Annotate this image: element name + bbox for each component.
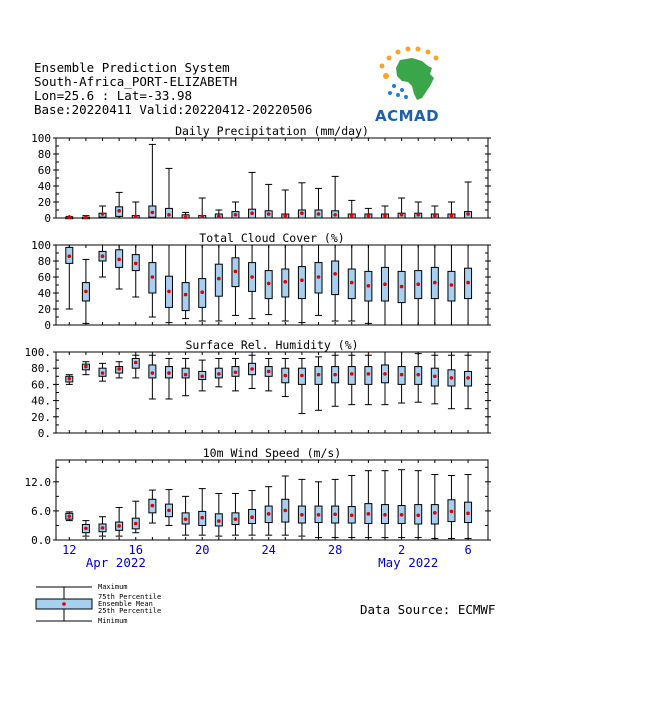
logo-text: ACMAD: [375, 107, 440, 125]
title-line-4: Base:20220411 Valid:20220412-20220506: [34, 102, 313, 117]
panel-title: Surface Rel. Humidity (%): [185, 338, 359, 352]
mean-marker: [67, 377, 71, 381]
x-tick-label: 16: [128, 543, 143, 557]
mean-marker: [151, 504, 155, 508]
mean-marker: [84, 215, 88, 219]
y-tick-label: 80: [37, 148, 51, 161]
mean-marker: [283, 214, 287, 218]
mean-marker: [416, 213, 420, 217]
mean-marker: [151, 211, 155, 215]
mean-marker: [416, 513, 420, 517]
mean-marker: [67, 514, 71, 518]
mean-marker: [134, 215, 138, 219]
y-tick-label: 80.: [31, 362, 51, 376]
x-tick-label: 24: [261, 543, 276, 557]
mean-marker: [217, 372, 221, 376]
mean-marker: [367, 284, 371, 288]
mean-marker: [184, 517, 188, 521]
y-tick-label: 0: [44, 212, 51, 225]
mean-marker: [383, 214, 387, 218]
mean-marker: [383, 372, 387, 376]
mean-marker: [267, 212, 271, 216]
mean-marker: [367, 372, 371, 376]
x-tick-label: 20: [194, 543, 210, 557]
mean-marker: [466, 512, 470, 516]
mean-marker: [200, 375, 204, 379]
mean-marker: [200, 290, 204, 294]
mean-marker: [234, 270, 238, 274]
y-tick-label: 60.: [31, 378, 51, 392]
y-tick-label: 40.: [31, 394, 51, 408]
y-tick-label: 12.0: [24, 475, 51, 489]
mean-marker: [400, 373, 404, 377]
mean-marker: [367, 512, 371, 516]
mean-marker: [450, 510, 454, 514]
mean-marker: [283, 280, 287, 284]
plot-frame: [56, 352, 488, 433]
mean-marker: [184, 215, 188, 219]
panel-2: [31, 231, 491, 332]
y-tick-label: 20: [37, 196, 51, 209]
legend-p25: 25th Percentile: [98, 607, 162, 615]
mean-marker: [383, 282, 387, 286]
month-label: Apr 2022: [85, 555, 146, 570]
y-tick-label: 20.: [31, 410, 51, 424]
mean-marker: [101, 526, 105, 530]
y-tick-label: 40: [37, 180, 51, 193]
mean-marker: [400, 213, 404, 217]
mean-marker: [117, 209, 121, 213]
data-source: Data Source: ECMWF: [360, 602, 496, 617]
mean-marker: [250, 367, 254, 371]
mean-marker: [200, 516, 204, 520]
mean-marker: [250, 515, 254, 519]
mean-marker: [117, 367, 121, 371]
mean-marker: [433, 281, 437, 285]
mean-marker: [84, 527, 88, 531]
mean-marker: [184, 293, 188, 297]
mean-marker: [117, 524, 121, 528]
mean-marker: [350, 513, 354, 517]
mean-marker: [300, 278, 304, 282]
x-tick-label: 28: [327, 543, 343, 557]
y-tick-label: 60: [37, 164, 51, 177]
legend-mean-marker: [62, 602, 66, 606]
mean-marker: [101, 371, 105, 375]
legend-mean: Ensemble Mean: [98, 600, 153, 608]
panel-title: 10m Wind Speed (m/s): [202, 446, 342, 460]
box-iqr: [298, 267, 305, 299]
y-tick-label: 0.: [37, 427, 51, 440]
mean-marker: [433, 511, 437, 515]
mean-marker: [317, 373, 321, 377]
mean-marker: [117, 258, 121, 262]
mean-marker: [367, 214, 371, 218]
legend-graphic: [36, 587, 92, 621]
box-iqr: [182, 283, 189, 311]
mean-marker: [333, 272, 337, 276]
mean-marker: [217, 519, 221, 523]
mean-marker: [450, 376, 454, 380]
box-iqr: [332, 261, 339, 295]
panel-1: [31, 124, 491, 225]
x-tick-label: 6: [464, 543, 472, 557]
mean-marker: [466, 376, 470, 380]
mean-marker: [450, 283, 454, 287]
legend-minimum: Minimum: [98, 617, 128, 625]
mean-marker: [234, 213, 238, 217]
y-tick-label: 40: [37, 287, 51, 300]
y-tick-label: 100: [31, 132, 51, 145]
mean-marker: [167, 371, 171, 375]
mean-marker: [134, 361, 138, 365]
mean-marker: [283, 374, 287, 378]
y-tick-label: 100.: [24, 346, 51, 359]
y-tick-label: 0: [44, 319, 51, 332]
mean-marker: [333, 213, 337, 217]
x-tick-label: 12: [62, 543, 77, 557]
mean-marker: [217, 277, 221, 281]
panel-4: [25, 446, 492, 547]
mean-marker: [267, 370, 271, 374]
mean-marker: [250, 275, 254, 279]
mean-marker: [433, 375, 437, 379]
mean-marker: [134, 262, 138, 266]
mean-marker: [400, 513, 404, 517]
plot-frame: [56, 138, 488, 218]
month-label: May 2022: [378, 555, 439, 570]
y-tick-label: 20: [37, 303, 51, 316]
title-line-3: Lon=25.6 : Lat=-33.98: [34, 88, 193, 103]
mean-marker: [433, 214, 437, 218]
y-tick-label: 0.0: [31, 534, 51, 547]
mean-marker: [383, 513, 387, 517]
mean-marker: [267, 512, 271, 516]
title-line-1: Ensemble Prediction System: [34, 60, 230, 75]
panel-3: [25, 338, 492, 440]
mean-marker: [217, 215, 221, 219]
mean-marker: [234, 517, 238, 521]
mean-marker: [151, 371, 155, 375]
y-tick-label: 60: [37, 271, 51, 284]
mean-marker: [317, 212, 321, 216]
mean-marker: [416, 373, 420, 377]
mean-marker: [167, 290, 171, 294]
mean-marker: [151, 275, 155, 279]
mean-marker: [67, 215, 71, 219]
y-tick-label: 6.0: [31, 504, 51, 518]
mean-marker: [333, 373, 337, 377]
mean-marker: [350, 372, 354, 376]
mean-marker: [466, 212, 470, 216]
mean-marker: [134, 522, 138, 526]
mean-marker: [450, 214, 454, 218]
mean-marker: [317, 275, 321, 279]
mean-marker: [101, 212, 105, 216]
mean-marker: [234, 370, 238, 374]
mean-marker: [167, 213, 171, 217]
panel-title: Daily Precipitation (mm/day): [175, 124, 369, 138]
y-tick-label: 100: [31, 239, 51, 252]
mean-marker: [400, 285, 404, 289]
mean-marker: [350, 214, 354, 218]
legend-maximum: Maximum: [98, 583, 128, 591]
mean-marker: [84, 365, 88, 369]
mean-marker: [84, 290, 88, 294]
mean-marker: [300, 374, 304, 378]
mean-marker: [317, 513, 321, 517]
mean-marker: [267, 282, 271, 286]
mean-marker: [300, 211, 304, 215]
title-line-2: South-Africa_PORT-ELIZABETH: [34, 74, 238, 89]
mean-marker: [67, 254, 71, 258]
mean-marker: [300, 513, 304, 517]
x-tick-label: 2: [397, 543, 406, 557]
mean-marker: [101, 254, 105, 258]
panel-title: Total Cloud Cover (%): [199, 231, 345, 245]
mean-marker: [167, 509, 171, 513]
mean-marker: [250, 211, 254, 215]
mean-marker: [184, 373, 188, 377]
mean-marker: [333, 513, 337, 517]
mean-marker: [283, 509, 287, 513]
y-tick-label: 80: [37, 255, 51, 268]
mean-marker: [416, 282, 420, 286]
mean-marker: [200, 215, 204, 219]
mean-marker: [350, 281, 354, 285]
mean-marker: [466, 281, 470, 285]
legend-p75: 75th Percentile: [98, 593, 162, 601]
